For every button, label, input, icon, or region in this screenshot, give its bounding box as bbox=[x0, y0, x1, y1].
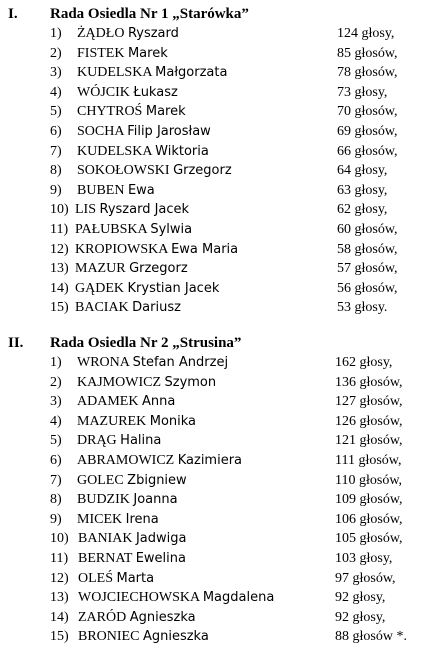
list-item bbox=[0, 627, 442, 647]
candidate-surname: BUBEN bbox=[77, 182, 125, 198]
item-number: 15) bbox=[50, 629, 69, 645]
candidate-given-name: Dariusz bbox=[132, 300, 181, 316]
candidate-given-name: Jadwiga bbox=[135, 531, 187, 547]
item-number: 7) bbox=[50, 143, 62, 159]
candidate-list bbox=[0, 353, 442, 647]
list-item bbox=[0, 549, 442, 569]
candidate-surname: BRONIEC bbox=[78, 629, 140, 645]
candidate-given-name: Ryszard bbox=[127, 26, 179, 41]
candidate-name bbox=[77, 451, 242, 471]
candidate-given-name: Agnieszka bbox=[142, 629, 209, 645]
candidate-given-name: Irena bbox=[125, 511, 159, 527]
candidate-name bbox=[77, 353, 228, 373]
list-item bbox=[0, 83, 442, 103]
candidate-given-name: Grzegorz bbox=[129, 261, 188, 277]
candidate-list bbox=[0, 24, 442, 318]
candidate-surname: LIS bbox=[75, 202, 96, 218]
candidate-surname: MICEK bbox=[77, 511, 123, 527]
list-item bbox=[0, 142, 442, 162]
item-number: 3) bbox=[50, 65, 62, 81]
list-item bbox=[0, 412, 442, 432]
candidate-name bbox=[77, 431, 161, 451]
candidate-surname: DRĄG bbox=[77, 433, 117, 449]
candidate-given-name: Krystian Jacek bbox=[127, 280, 220, 296]
item-number: 12) bbox=[50, 241, 69, 257]
vote-count: 53 głosy. bbox=[337, 300, 388, 316]
candidate-surname: BACIAK bbox=[75, 300, 129, 316]
item-number: 1) bbox=[50, 355, 62, 370]
candidate-surname: WÓJCIK bbox=[77, 84, 130, 100]
candidate-name bbox=[75, 240, 238, 260]
vote-count: 124 głosy, bbox=[337, 26, 395, 41]
item-number: 2) bbox=[50, 45, 62, 61]
list-item bbox=[0, 569, 442, 589]
list-item bbox=[0, 259, 442, 279]
item-number: 3) bbox=[50, 394, 62, 410]
candidate-surname: ŻĄDŁO bbox=[77, 26, 125, 41]
candidate-given-name: Marta bbox=[116, 570, 155, 586]
section-number: II. bbox=[8, 335, 24, 351]
candidate-given-name: Szymon bbox=[164, 374, 217, 390]
candidate-surname: KUDELSKA bbox=[77, 65, 152, 81]
candidate-given-name: Anna bbox=[141, 394, 176, 410]
candidate-name bbox=[78, 627, 209, 647]
vote-count: 111 głosów, bbox=[335, 452, 402, 468]
vote-count: 136 głosów, bbox=[335, 374, 403, 390]
list-item bbox=[0, 24, 442, 44]
candidate-name bbox=[77, 142, 209, 162]
candidate-given-name: Halina bbox=[120, 433, 162, 449]
item-number: 10) bbox=[50, 531, 69, 547]
candidate-given-name: Marek bbox=[127, 45, 168, 61]
vote-count: 92 głosy, bbox=[335, 590, 386, 606]
candidate-given-name: Wiktoria bbox=[155, 143, 209, 159]
vote-count: 70 głosów, bbox=[337, 104, 398, 120]
candidate-name bbox=[77, 63, 227, 83]
list-item bbox=[0, 298, 442, 318]
vote-count: 60 głosów, bbox=[337, 221, 398, 237]
candidate-given-name: Monika bbox=[149, 413, 197, 429]
vote-count: 62 głosy, bbox=[337, 202, 388, 218]
list-item bbox=[0, 510, 442, 530]
item-number: 5) bbox=[50, 104, 62, 120]
candidate-name bbox=[77, 412, 196, 432]
vote-count: 85 głosów, bbox=[337, 45, 398, 61]
candidate-name bbox=[78, 608, 196, 628]
vote-count: 103 głosy, bbox=[335, 550, 393, 566]
list-item bbox=[0, 279, 442, 299]
candidate-name bbox=[75, 279, 219, 299]
vote-count: 92 głosy, bbox=[335, 609, 386, 625]
candidate-surname: KROPIOWSKA bbox=[75, 241, 168, 257]
candidate-name bbox=[77, 24, 179, 44]
candidate-given-name: Ewa Maria bbox=[171, 241, 239, 257]
vote-count: 88 głosów *. bbox=[335, 629, 407, 645]
candidate-name bbox=[77, 373, 216, 393]
candidate-name bbox=[75, 259, 188, 279]
candidate-name bbox=[77, 161, 232, 181]
item-number: 11) bbox=[50, 550, 69, 566]
section-number: I. bbox=[8, 6, 18, 22]
candidate-given-name: Magdalena bbox=[202, 590, 275, 606]
item-number: 14) bbox=[50, 609, 69, 625]
list-item bbox=[0, 529, 442, 549]
item-number: 8) bbox=[50, 492, 62, 508]
item-number: 9) bbox=[50, 182, 62, 198]
section-title: Rada Osiedla Nr 1 „Starówka” bbox=[50, 6, 249, 22]
candidate-name bbox=[77, 490, 178, 510]
candidate-surname: SOCHA bbox=[77, 123, 124, 139]
candidate-name bbox=[75, 298, 181, 318]
candidate-given-name: Małgorzata bbox=[155, 65, 228, 81]
vote-count: 56 głosów, bbox=[337, 280, 398, 296]
item-number: 4) bbox=[50, 84, 62, 100]
vote-count: 110 głosów, bbox=[335, 472, 403, 488]
section-strusina bbox=[0, 333, 442, 647]
candidate-name bbox=[77, 392, 175, 412]
candidate-name bbox=[77, 471, 187, 491]
candidate-name bbox=[78, 588, 274, 608]
candidate-name bbox=[78, 569, 154, 589]
vote-count: 126 głosów, bbox=[335, 413, 403, 429]
item-number: 6) bbox=[50, 452, 62, 468]
list-item bbox=[0, 608, 442, 628]
list-item bbox=[0, 353, 442, 373]
candidate-surname: ZARÓD bbox=[78, 609, 127, 625]
section-header bbox=[0, 4, 442, 24]
candidate-surname: GĄDEK bbox=[75, 280, 124, 296]
list-item bbox=[0, 220, 442, 240]
candidate-surname: WOJCIECHOWSKA bbox=[78, 590, 200, 606]
vote-count: 127 głosów, bbox=[335, 394, 403, 410]
candidate-name bbox=[77, 510, 159, 530]
item-number: 7) bbox=[50, 472, 62, 488]
vote-count: 121 głosów, bbox=[335, 433, 403, 449]
candidate-surname: GOLEC bbox=[77, 472, 124, 488]
list-item bbox=[0, 471, 442, 491]
list-item bbox=[0, 451, 442, 471]
candidate-surname: FISTEK bbox=[77, 45, 125, 61]
candidate-given-name: Joanna bbox=[133, 492, 178, 508]
candidate-surname: MAZUREK bbox=[77, 413, 147, 429]
candidate-name bbox=[77, 181, 155, 201]
vote-count: 105 głosów, bbox=[335, 531, 403, 547]
vote-count: 97 głosów, bbox=[335, 570, 396, 586]
candidate-surname: BERNAT bbox=[78, 550, 133, 566]
candidate-surname: ABRAMOWICZ bbox=[77, 452, 175, 468]
vote-count: 109 głosów, bbox=[335, 492, 403, 508]
candidate-given-name: Sylwia bbox=[150, 221, 193, 237]
candidate-given-name: Filip Jarosław bbox=[127, 123, 211, 139]
vote-count: 66 głosów, bbox=[337, 143, 398, 159]
candidate-given-name: Łukasz bbox=[133, 84, 178, 100]
list-item bbox=[0, 44, 442, 64]
item-number: 13) bbox=[50, 261, 69, 277]
candidate-surname: BANIAK bbox=[78, 531, 133, 547]
candidate-surname: WRONA bbox=[77, 355, 130, 370]
list-item bbox=[0, 181, 442, 201]
candidate-surname: MAZUR bbox=[75, 261, 126, 277]
vote-count: 78 głosów, bbox=[337, 65, 398, 81]
list-item bbox=[0, 490, 442, 510]
candidate-given-name: Agnieszka bbox=[129, 609, 196, 625]
list-item bbox=[0, 161, 442, 181]
candidate-given-name: Kazimiera bbox=[177, 452, 243, 468]
candidate-name bbox=[75, 220, 192, 240]
item-number: 10) bbox=[50, 202, 69, 218]
item-number: 9) bbox=[50, 511, 62, 527]
list-item bbox=[0, 240, 442, 260]
vote-count: 69 głosów, bbox=[337, 123, 398, 139]
item-number: 15) bbox=[50, 300, 69, 316]
item-number: 2) bbox=[50, 374, 62, 390]
item-number: 12) bbox=[50, 570, 69, 586]
vote-count: 73 głosy, bbox=[337, 84, 388, 100]
vote-count: 106 głosów, bbox=[335, 511, 403, 527]
vote-count: 162 głosy, bbox=[335, 355, 393, 370]
candidate-given-name: Zbigniew bbox=[127, 472, 187, 488]
section-starowka bbox=[0, 4, 442, 318]
candidate-surname: CHYTROŚ bbox=[77, 104, 143, 120]
list-item bbox=[0, 200, 442, 220]
candidate-name bbox=[77, 122, 211, 142]
candidate-given-name: Ewelina bbox=[135, 550, 186, 566]
candidate-name bbox=[77, 102, 186, 122]
item-number: 13) bbox=[50, 590, 69, 606]
candidate-given-name: Ewa bbox=[127, 182, 155, 198]
item-number: 1) bbox=[50, 26, 62, 41]
item-number: 11) bbox=[50, 221, 69, 237]
candidate-surname: ADAMEK bbox=[77, 394, 139, 410]
list-item bbox=[0, 392, 442, 412]
vote-count: 63 głosy, bbox=[337, 182, 388, 198]
list-item bbox=[0, 588, 442, 608]
vote-count: 57 głosów, bbox=[337, 261, 398, 277]
candidate-name bbox=[77, 83, 178, 103]
candidate-surname: SOKOŁOWSKI bbox=[77, 163, 170, 179]
candidate-name bbox=[77, 44, 168, 64]
item-number: 4) bbox=[50, 413, 62, 429]
candidate-given-name: Ryszard Jacek bbox=[99, 202, 190, 218]
list-item bbox=[0, 122, 442, 142]
candidate-name bbox=[75, 200, 189, 220]
candidate-given-name: Marek bbox=[145, 104, 186, 120]
list-item bbox=[0, 102, 442, 122]
candidate-given-name: Grzegorz bbox=[173, 163, 232, 179]
candidate-given-name: Stefan Andrzej bbox=[132, 355, 229, 370]
candidate-surname: PAŁUBSKA bbox=[75, 221, 147, 237]
section-header bbox=[0, 333, 442, 353]
candidate-surname: KAJMOWICZ bbox=[77, 374, 161, 390]
vote-count: 64 głosy, bbox=[337, 163, 388, 179]
candidate-surname: BUDZIK bbox=[77, 492, 130, 508]
candidate-surname: OLEŚ bbox=[78, 570, 113, 586]
section-title: Rada Osiedla Nr 2 „Strusina” bbox=[50, 335, 242, 351]
candidate-name bbox=[78, 549, 186, 569]
item-number: 6) bbox=[50, 123, 62, 139]
list-item bbox=[0, 63, 442, 83]
candidate-name bbox=[78, 529, 186, 549]
item-number: 8) bbox=[50, 163, 62, 179]
item-number: 5) bbox=[50, 433, 62, 449]
candidate-surname: KUDELSKA bbox=[77, 143, 152, 159]
list-item bbox=[0, 373, 442, 393]
list-item bbox=[0, 431, 442, 451]
vote-count: 58 głosów, bbox=[337, 241, 398, 257]
item-number: 14) bbox=[50, 280, 69, 296]
